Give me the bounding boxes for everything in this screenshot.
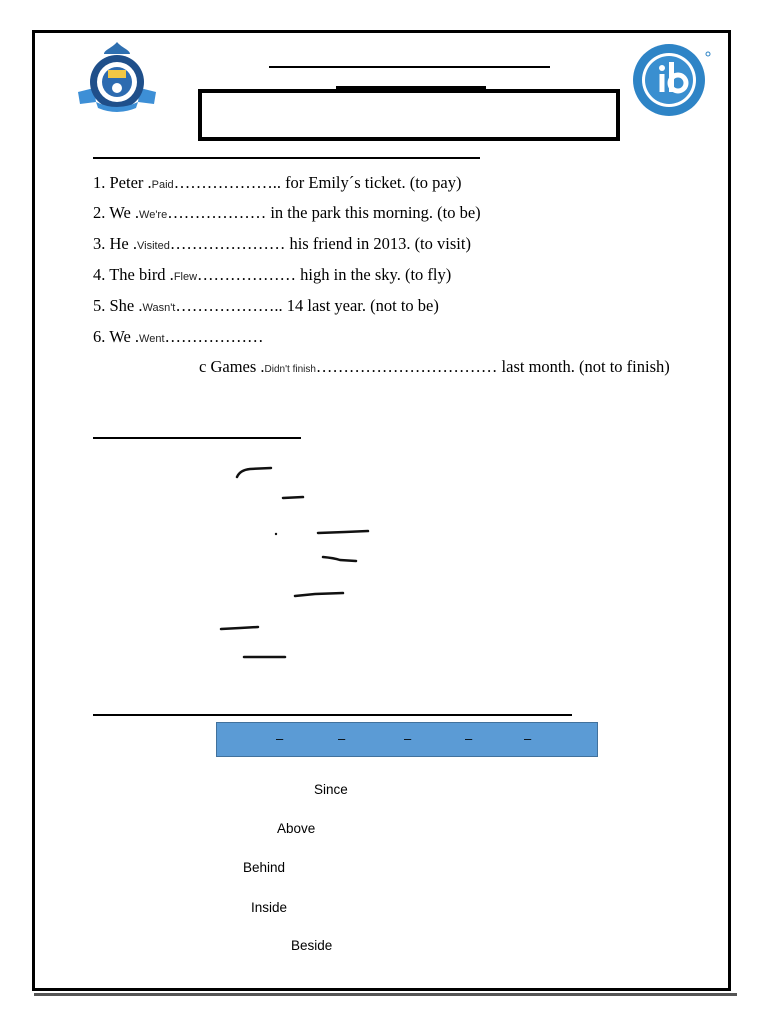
- handwritten-answer: Flew: [173, 271, 198, 283]
- word-box-separator: –: [404, 731, 412, 746]
- handwritten-answer: Paid: [151, 179, 174, 191]
- exercise1-item-7: c Games .Didn't finish…………………………… last month. (not to finish): [199, 357, 670, 376]
- exercise1-item-4: 4. The bird .Flew……………… high in the sky. (to fly): [93, 265, 452, 284]
- exercise1-item-1: 1. Peter .Paid……………….. for Emily´s ticket. (to pay): [93, 173, 462, 192]
- preposition-inside: Inside: [251, 900, 288, 915]
- handwritten-answer: Wasn't: [142, 302, 176, 314]
- word-box-separator: –: [338, 731, 346, 746]
- handwritten-answer: Visited: [137, 240, 170, 252]
- exercise1-item-2: 2. We .We're……………… in the park this morning. (to be): [93, 203, 481, 222]
- preposition-behind: Behind: [243, 860, 286, 875]
- word-box-separator: –: [465, 731, 473, 746]
- preposition-since: Since: [314, 782, 348, 797]
- word-box-separator: –: [524, 731, 532, 746]
- exercise3-heading-rule: [93, 714, 572, 716]
- handwritten-answer: We're: [139, 209, 168, 221]
- preposition-above: Above: [277, 821, 316, 836]
- exercise1-item-5: 5. She .Wasn't……………….. 14 last year. (not to be): [93, 296, 439, 315]
- handwritten-answer: Went: [139, 333, 165, 345]
- word-box: [216, 722, 598, 757]
- exercise1-item-3: 3. He .Visited………………… his friend in 2013. (to visit): [93, 234, 471, 253]
- word-box-separator: –: [276, 731, 284, 746]
- exercise1-item-6: 6. We .Went………………: [93, 327, 264, 346]
- preposition-beside: Beside: [291, 938, 333, 953]
- handwritten-answer: Didn't finish: [264, 364, 316, 375]
